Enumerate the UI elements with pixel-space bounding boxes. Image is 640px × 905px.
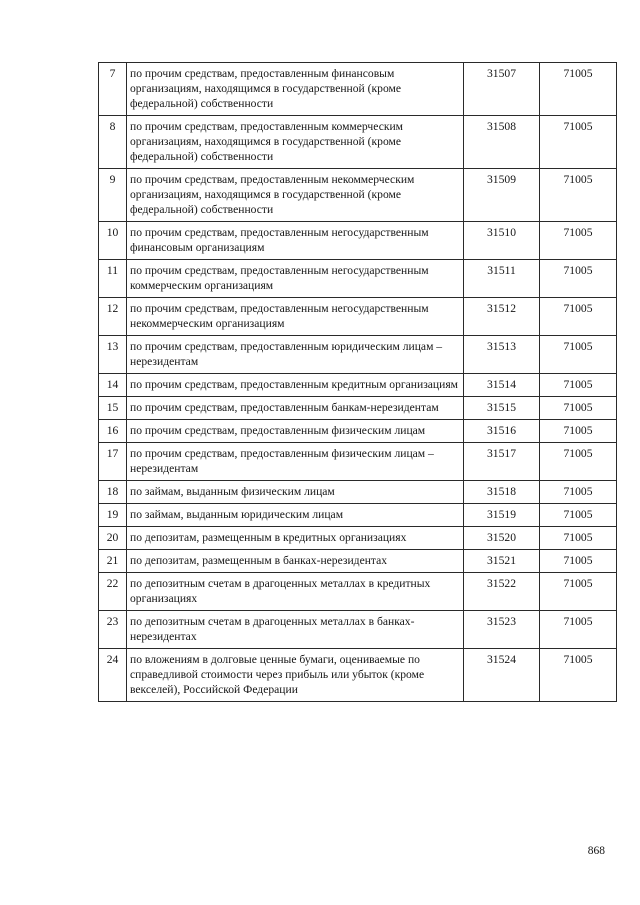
row-number: 18 xyxy=(99,481,127,504)
row-code-primary: 31516 xyxy=(464,420,540,443)
row-code-secondary: 71005 xyxy=(540,527,617,550)
row-description: по прочим средствам, предоставленным физическим лицам – нерезидентам xyxy=(127,443,464,481)
row-code-primary: 31518 xyxy=(464,481,540,504)
table-row xyxy=(99,169,617,222)
row-code-primary: 31521 xyxy=(464,550,540,573)
table-row xyxy=(99,611,617,649)
row-number: 10 xyxy=(99,222,127,260)
table-row xyxy=(99,116,617,169)
row-code-secondary: 71005 xyxy=(540,374,617,397)
row-description: по прочим средствам, предоставленным некоммерческим организациям, находящимся в государственной (кроме федеральной) собственности xyxy=(127,169,464,222)
row-number: 21 xyxy=(99,550,127,573)
row-number: 12 xyxy=(99,298,127,336)
row-description: по прочим средствам, предоставленным банкам-нерезидентам xyxy=(127,397,464,420)
row-number: 14 xyxy=(99,374,127,397)
row-description: по прочим средствам, предоставленным юридическим лицам – нерезидентам xyxy=(127,336,464,374)
table-row xyxy=(99,481,617,504)
row-number: 13 xyxy=(99,336,127,374)
row-number: 7 xyxy=(99,63,127,116)
table-row xyxy=(99,420,617,443)
row-number: 15 xyxy=(99,397,127,420)
row-code-primary: 31514 xyxy=(464,374,540,397)
row-code-secondary: 71005 xyxy=(540,504,617,527)
table-body xyxy=(99,63,617,702)
row-description: по прочим средствам, предоставленным физическим лицам xyxy=(127,420,464,443)
row-description: по займам, выданным физическим лицам xyxy=(127,481,464,504)
row-description: по прочим средствам, предоставленным коммерческим организациям, находящимся в государственной (кроме федеральной) собственности xyxy=(127,116,464,169)
table-row xyxy=(99,336,617,374)
row-number: 20 xyxy=(99,527,127,550)
row-number: 11 xyxy=(99,260,127,298)
row-code-secondary: 71005 xyxy=(540,63,617,116)
row-description: по депозитным счетам в драгоценных металлах в кредитных организациях xyxy=(127,573,464,611)
row-code-primary: 31509 xyxy=(464,169,540,222)
row-code-primary: 31520 xyxy=(464,527,540,550)
row-code-secondary: 71005 xyxy=(540,443,617,481)
row-description: по прочим средствам, предоставленным негосударственным коммерческим организациям xyxy=(127,260,464,298)
row-description: по депозитам, размещенным в банках-нерезидентах xyxy=(127,550,464,573)
row-code-primary: 31510 xyxy=(464,222,540,260)
row-code-secondary: 71005 xyxy=(540,336,617,374)
row-code-secondary: 71005 xyxy=(540,169,617,222)
row-description: по депозитам, размещенным в кредитных организациях xyxy=(127,527,464,550)
row-description: по займам, выданным юридическим лицам xyxy=(127,504,464,527)
row-code-secondary: 71005 xyxy=(540,420,617,443)
row-code-primary: 31523 xyxy=(464,611,540,649)
row-code-primary: 31515 xyxy=(464,397,540,420)
row-description: по прочим средствам, предоставленным финансовым организациям, находящимся в государственной (кроме федеральной) собственности xyxy=(127,63,464,116)
row-code-secondary: 71005 xyxy=(540,611,617,649)
table-row xyxy=(99,443,617,481)
row-code-primary: 31519 xyxy=(464,504,540,527)
row-number: 24 xyxy=(99,649,127,702)
table-row xyxy=(99,649,617,702)
row-code-secondary: 71005 xyxy=(540,222,617,260)
row-code-secondary: 71005 xyxy=(540,260,617,298)
row-description: по прочим средствам, предоставленным негосударственным финансовым организациям xyxy=(127,222,464,260)
table-row xyxy=(99,550,617,573)
row-description: по депозитным счетам в драгоценных металлах в банках-нерезидентах xyxy=(127,611,464,649)
row-code-primary: 31507 xyxy=(464,63,540,116)
row-code-primary: 31513 xyxy=(464,336,540,374)
row-number: 8 xyxy=(99,116,127,169)
row-number: 19 xyxy=(99,504,127,527)
row-code-secondary: 71005 xyxy=(540,573,617,611)
row-number: 17 xyxy=(99,443,127,481)
table-row xyxy=(99,298,617,336)
row-code-secondary: 71005 xyxy=(540,481,617,504)
row-number: 22 xyxy=(99,573,127,611)
page-number: 868 xyxy=(587,845,605,857)
row-code-secondary: 71005 xyxy=(540,649,617,702)
row-code-secondary: 71005 xyxy=(540,298,617,336)
row-code-secondary: 71005 xyxy=(540,116,617,169)
row-number: 23 xyxy=(99,611,127,649)
table-row xyxy=(99,63,617,116)
table-row xyxy=(99,222,617,260)
row-code-primary: 31517 xyxy=(464,443,540,481)
row-number: 9 xyxy=(99,169,127,222)
table-row xyxy=(99,374,617,397)
row-description: по прочим средствам, предоставленным кредитным организациям xyxy=(127,374,464,397)
row-code-secondary: 71005 xyxy=(540,550,617,573)
row-code-primary: 31524 xyxy=(464,649,540,702)
row-code-primary: 31522 xyxy=(464,573,540,611)
table-row xyxy=(99,527,617,550)
row-description: по вложениям в долговые ценные бумаги, оцениваемые по справедливой стоимости через прибыль или убыток (кроме векселей), Российской Федерации xyxy=(127,649,464,702)
row-code-primary: 31508 xyxy=(464,116,540,169)
table-row xyxy=(99,397,617,420)
row-number: 16 xyxy=(99,420,127,443)
table-row xyxy=(99,504,617,527)
row-description: по прочим средствам, предоставленным негосударственным некоммерческим организациям xyxy=(127,298,464,336)
row-code-primary: 31511 xyxy=(464,260,540,298)
table-row xyxy=(99,573,617,611)
row-code-secondary: 71005 xyxy=(540,397,617,420)
accounts-table xyxy=(98,62,617,702)
row-code-primary: 31512 xyxy=(464,298,540,336)
table-row xyxy=(99,260,617,298)
